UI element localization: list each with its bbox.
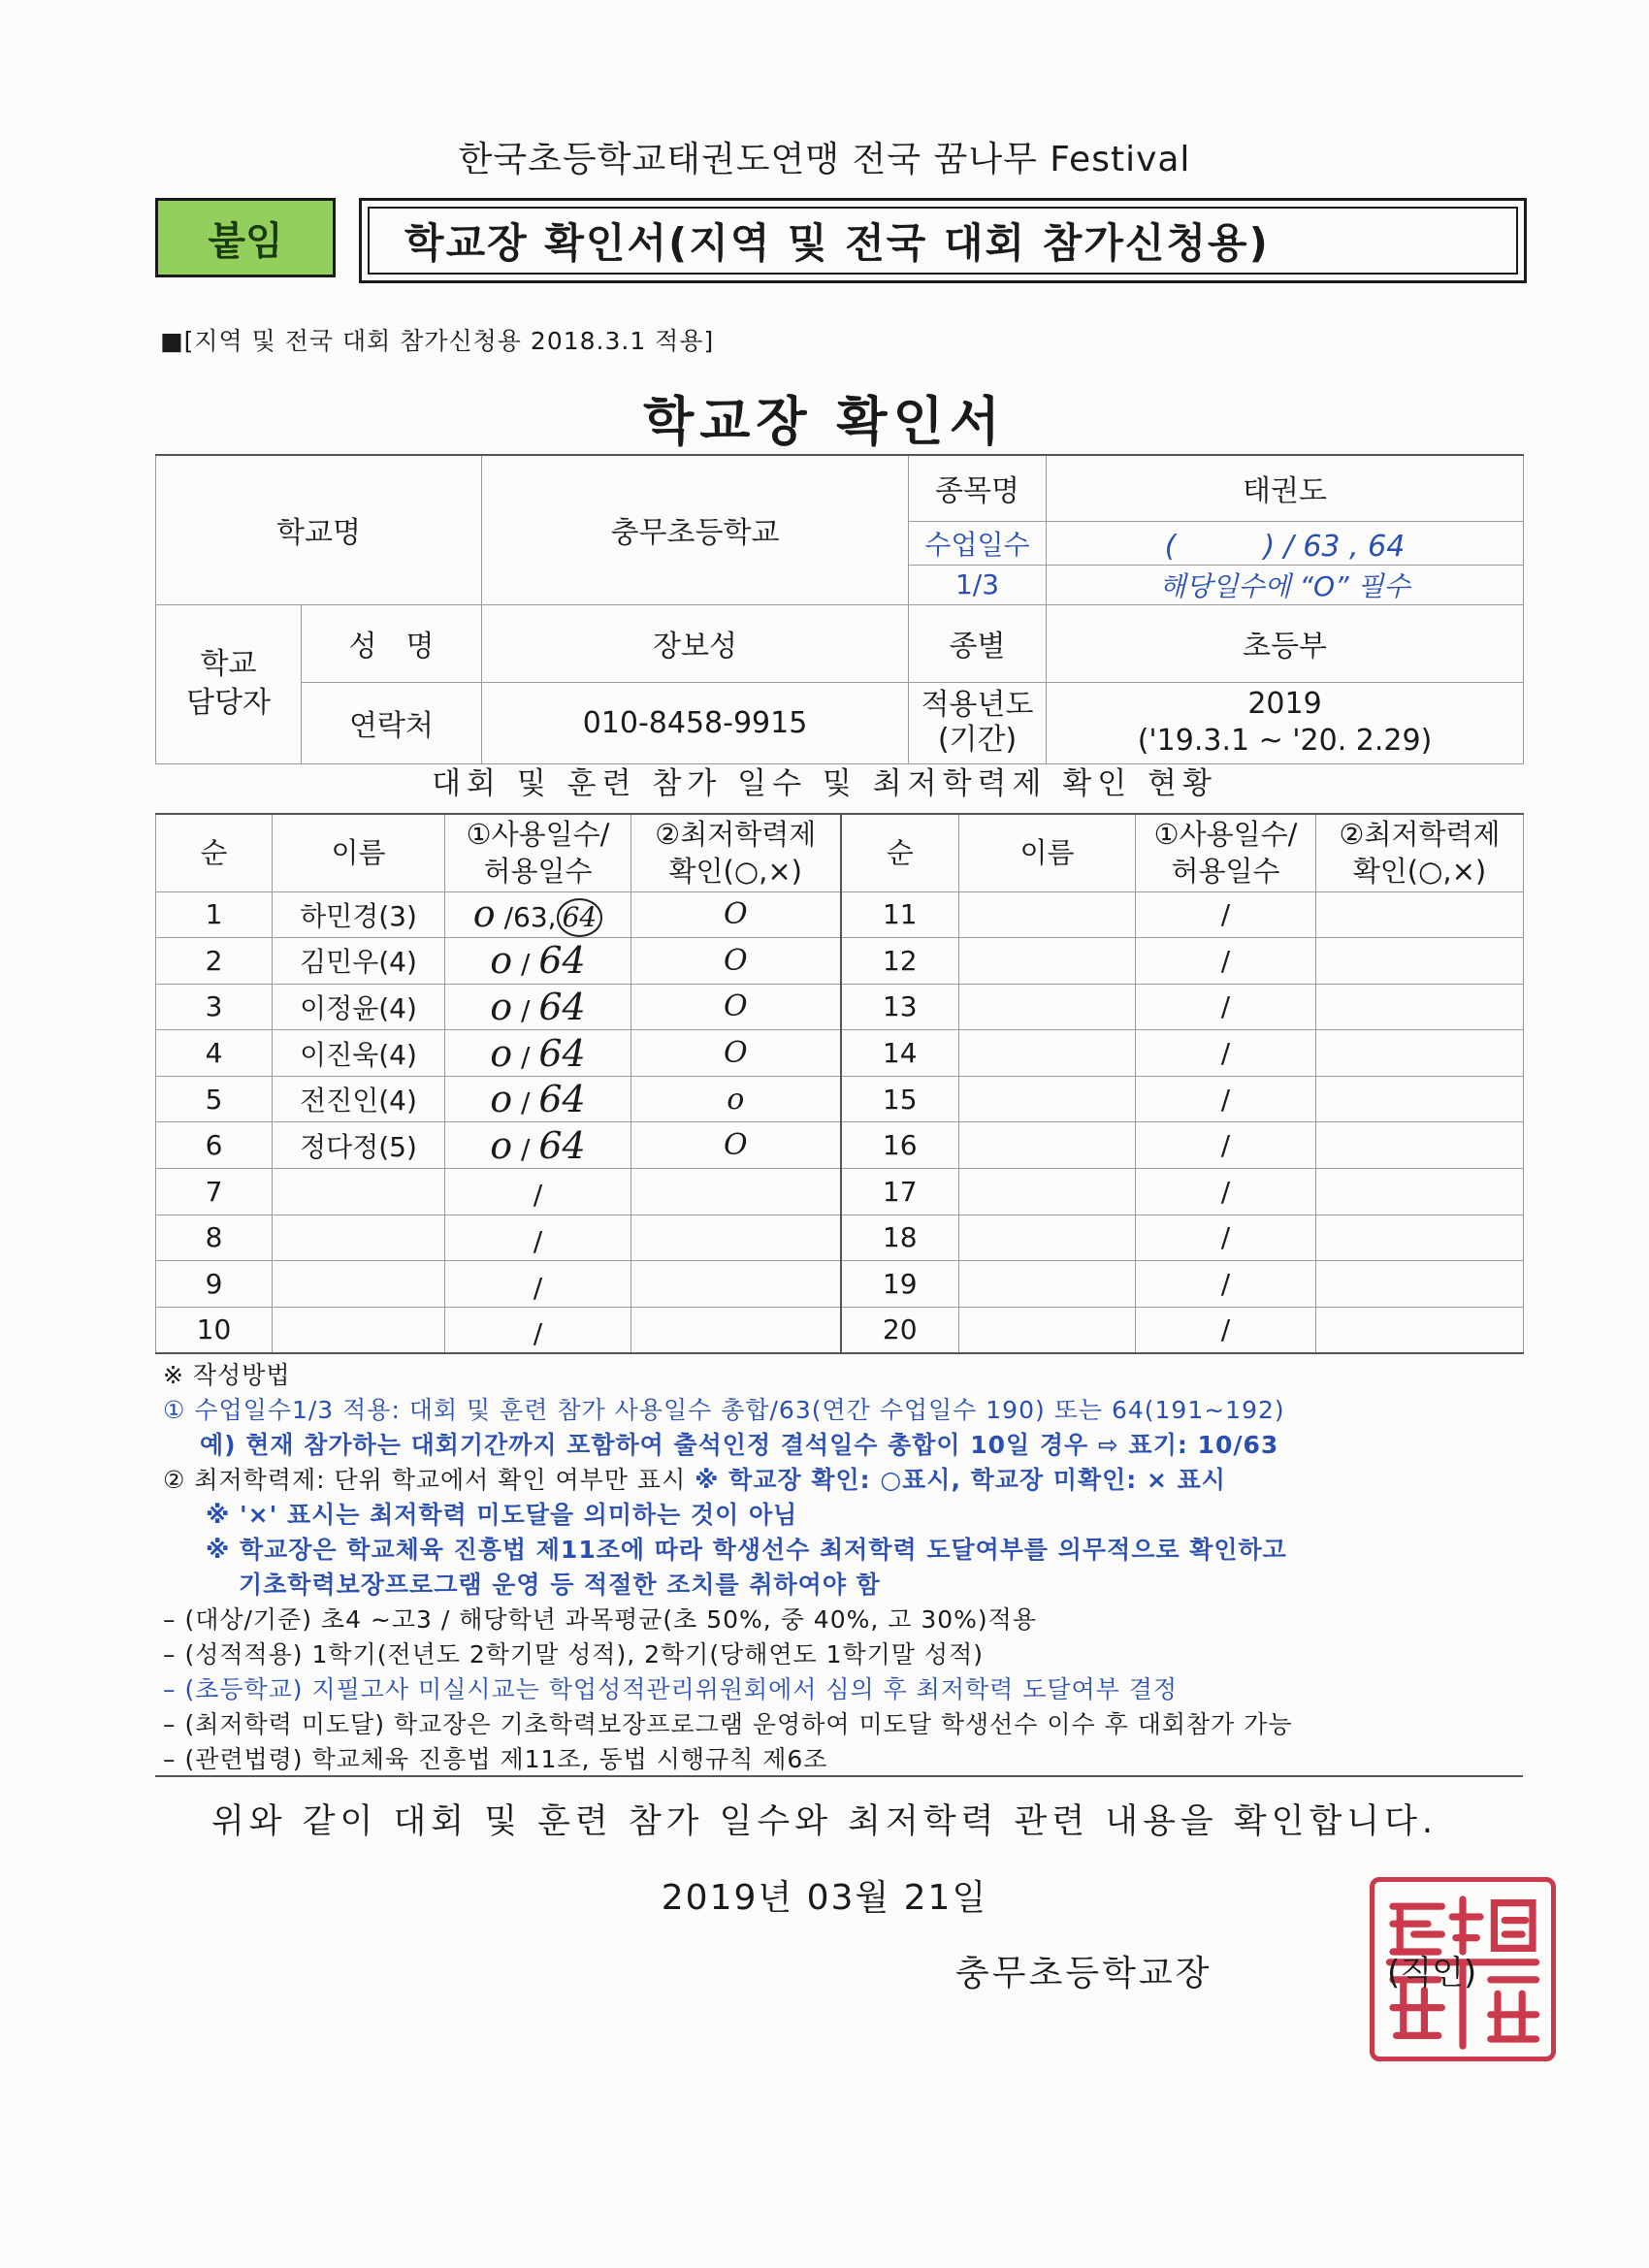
table-row (156, 1030, 1524, 1077)
seal-label: (직인) (1387, 1954, 1477, 1993)
row-confirm-right (1316, 1122, 1524, 1169)
row-confirm-right (1316, 1307, 1524, 1353)
row-seq: 6 (156, 1122, 273, 1169)
event-value: 태권도 (1047, 455, 1524, 521)
row-days-separator: / (512, 993, 539, 1026)
row-name-right (959, 1122, 1136, 1169)
header-days-b: 허용일수 (483, 855, 593, 889)
row-days-right: / (1136, 1030, 1316, 1077)
school-name-value: 충무초등학교 (482, 455, 909, 604)
row-days-separator: / (533, 1271, 543, 1304)
instruction-item2-d: ※ 학교장은 학교체육 진흥법 제11조에 따라 학생선수 최저학력 도달여부를 의무적으로 확인하고 (206, 1536, 1287, 1564)
row-name-right (959, 938, 1136, 985)
row-confirm-right (1316, 1030, 1524, 1077)
school-name-label: 학교명 (156, 455, 482, 604)
header-days-right (1136, 814, 1316, 891)
row-days-right: / (1136, 1261, 1316, 1308)
row-confirm (631, 1307, 841, 1353)
instruction-item2-b: ※ 학교장 확인: ○표시, 학교장 미확인: × 표시 (695, 1466, 1226, 1494)
row-allowed-days: 64 (538, 985, 586, 1028)
row-days-separator: / (512, 1040, 539, 1073)
header-confirm-a: ②최저학력제 (655, 818, 817, 852)
row-days (445, 1169, 631, 1215)
row-used-days: o (490, 1078, 513, 1121)
table-row (156, 1215, 1524, 1261)
row-confirm (631, 1261, 841, 1308)
row-days (445, 1076, 631, 1122)
row-name-right (959, 891, 1136, 938)
row-allowed-days: 64 (557, 898, 603, 937)
row-days-right: / (1136, 1307, 1316, 1353)
row-used-days: o (490, 985, 513, 1028)
row-seq: 10 (156, 1307, 273, 1353)
document-heading: 학교장 확인서(지역 및 전국 대회 참가신청용) (368, 207, 1518, 275)
row-name: 하민경(3) (273, 891, 445, 938)
row-name-right (959, 1307, 1136, 1353)
row-confirm-right (1316, 1215, 1524, 1261)
school-info-table (155, 454, 1524, 764)
header-days (445, 814, 631, 891)
row-seq-right: 12 (841, 938, 959, 985)
row-confirm (631, 1215, 841, 1261)
instruction-item2-c: ※ '×' 표시는 최저학력 미도달을 의미하는 것이 아님 (206, 1501, 798, 1529)
division-value: 초등부 (1047, 604, 1524, 682)
attachment-tag: 붙임 (155, 198, 336, 277)
row-confirm-right (1316, 938, 1524, 985)
section-title: 대회 및 훈련 참가 일수 및 최저학력제 확인 현황 (432, 766, 1217, 801)
row-name-right (959, 1261, 1136, 1308)
header-days-a: ①사용일수/ (466, 818, 610, 852)
row-seq-right: 14 (841, 1030, 959, 1077)
row-confirm: O (631, 1030, 841, 1077)
row-seq: 4 (156, 1030, 273, 1077)
row-seq: 1 (156, 891, 273, 938)
table-row (156, 1307, 1524, 1353)
class-days-note: 해당일수에 “O” 필수 (1047, 565, 1524, 604)
row-allowed-days: 64 (538, 1123, 586, 1167)
row-days-right: / (1136, 1076, 1316, 1122)
row-days (445, 1122, 631, 1169)
confirmation-statement: 위와 같이 대회 및 훈련 참가 일수와 최저학력 관련 내용을 확인합니다. (210, 1802, 1439, 1841)
instruction-dash3: – (초등학교) 지필고사 미실시교는 학업성적관리위원회에서 심의 후 최저학력 도달여부 결정 (163, 1675, 1179, 1703)
row-name-right (959, 984, 1136, 1030)
row-days-separator: / (512, 1132, 539, 1165)
row-seq: 8 (156, 1215, 273, 1261)
instructions (163, 1358, 1521, 1777)
row-days (445, 1215, 631, 1261)
divider (155, 1775, 1523, 1777)
document-title: 학교장 확인서 (643, 391, 1006, 452)
row-used-days: o (490, 1123, 513, 1167)
row-allowed-days: 64 (538, 1031, 586, 1075)
table-row (156, 984, 1524, 1030)
header-seq: 순 (156, 814, 273, 891)
row-days (445, 1307, 631, 1353)
row-name-right (959, 1076, 1136, 1122)
row-seq-right: 20 (841, 1307, 959, 1353)
row-name (273, 1307, 445, 1353)
participation-table (155, 813, 1524, 1354)
row-confirm-right (1316, 1076, 1524, 1122)
header-name-right: 이름 (959, 814, 1136, 891)
manager-name-value: 장보성 (482, 604, 909, 682)
row-used-days: o (490, 939, 513, 983)
year-value-a: 2019 (1247, 687, 1322, 721)
row-days-right: / (1136, 1122, 1316, 1169)
row-confirm-right (1316, 1261, 1524, 1308)
instruction-dash4: – (최저학력 미도달) 학교장은 기초학력보장프로그램 운영하여 미도달 학생선수 이수 후 대회참가 가능 (163, 1710, 1293, 1738)
row-days (445, 1261, 631, 1308)
row-seq-right: 19 (841, 1261, 959, 1308)
row-seq: 3 (156, 984, 273, 1030)
year-value-b: ('19.3.1 ~ '20. 2.29) (1137, 724, 1433, 758)
row-days-separator: / (533, 1179, 543, 1212)
row-allowed-days: 64 (538, 1078, 586, 1121)
class-days-value: ( ) / 63 , 64 (1047, 521, 1524, 565)
row-seq-right: 11 (841, 891, 959, 938)
instruction-item2-e: 기초학력보장프로그램 운영 등 적절한 조치를 취하여야 함 (239, 1571, 881, 1599)
header-confirm-b: 확인(○,×) (668, 855, 802, 889)
instruction-item2-a: ② 최저학력제: 단위 학교에서 확인 여부만 표시 (163, 1466, 687, 1494)
row-name (273, 1261, 445, 1308)
row-used-days: o (472, 891, 496, 935)
header-confirm-right (1316, 814, 1524, 891)
table-row (156, 1076, 1524, 1122)
row-confirm: o (631, 1076, 841, 1122)
row-name: 전진인(4) (273, 1076, 445, 1122)
manager-label: 학교 담당자 (156, 604, 302, 763)
principal-signature: 충무초등학교장 (955, 1954, 1212, 1993)
row-days-right: / (1136, 1169, 1316, 1215)
instruction-dash5: – (관련법령) 학교체육 진흥법 제11조, 동법 시행규칙 제6조 (163, 1745, 828, 1773)
row-days (445, 938, 631, 985)
row-seq: 5 (156, 1076, 273, 1122)
table-row (156, 1122, 1524, 1169)
header-confirm-right-b: 확인(○,×) (1352, 855, 1487, 889)
instructions-heading: ※ 작성방법 (163, 1361, 291, 1389)
header-days-right-b: 허용일수 (1171, 855, 1280, 889)
row-confirm: O (631, 938, 841, 985)
row-confirm-right (1316, 1169, 1524, 1215)
row-name: 이정윤(4) (273, 984, 445, 1030)
row-used-days: o (490, 1031, 513, 1075)
row-days-right: / (1136, 891, 1316, 938)
instruction-dash1: – (대상/기준) 초4 ~고3 / 해당학년 과목평균(초 50%, 중 40%, 고 30%)적용 (163, 1605, 1037, 1634)
row-confirm: O (631, 984, 841, 1030)
row-seq: 9 (156, 1261, 273, 1308)
row-allowed-days: 64 (538, 939, 586, 983)
row-seq-right: 17 (841, 1169, 959, 1215)
instruction-item1-a: ① 수업일수1/3 적용: 대회 및 훈련 참가 사용일수 총합/63(연간 수업일수 190) 또는 64(191~192) (163, 1396, 1285, 1424)
row-confirm: O (631, 891, 841, 938)
event-label: 종목명 (909, 455, 1047, 521)
row-name-right (959, 1030, 1136, 1077)
class-days-fraction: 1/3 (909, 565, 1047, 604)
row-days-right: / (1136, 984, 1316, 1030)
row-seq-right: 16 (841, 1122, 959, 1169)
row-name (273, 1169, 445, 1215)
row-days-separator: / (533, 1316, 543, 1349)
header-seq-right: 순 (841, 814, 959, 891)
contact-value: 010-8458-9915 (482, 682, 909, 763)
year-label-a: 적용년도 (921, 688, 1034, 722)
table-row (156, 891, 1524, 938)
header-confirm (631, 814, 841, 891)
row-seq-right: 18 (841, 1215, 959, 1261)
festival-title: 한국초등학교태권도연맹 전국 꿈나무 Festival (458, 140, 1191, 179)
year-label (909, 682, 1047, 763)
row-days (445, 984, 631, 1030)
division-label: 종별 (909, 604, 1047, 682)
header-days-right-a: ①사용일수/ (1153, 818, 1298, 852)
header-confirm-right-a: ②최저학력제 (1339, 818, 1501, 852)
document-heading-box (359, 198, 1527, 283)
row-confirm: O (631, 1122, 841, 1169)
row-seq: 2 (156, 938, 273, 985)
row-name: 정다정(5) (273, 1122, 445, 1169)
instruction-item1-b: 예) 현재 참가하는 대회기간까지 포함하여 출석인정 결석일수 총합이 10일 경우 ⇨ 표기: 10/63 (200, 1431, 1279, 1459)
row-confirm-right (1316, 891, 1524, 938)
row-days-right: / (1136, 1215, 1316, 1261)
table-row (156, 1261, 1524, 1308)
row-name-right (959, 1215, 1136, 1261)
header-name: 이름 (273, 814, 445, 891)
row-name-right (959, 1169, 1136, 1215)
row-name: 이진욱(4) (273, 1030, 445, 1077)
application-note: ■[지역 및 전국 대회 참가신청용 2018.3.1 적용] (160, 327, 715, 355)
row-seq: 7 (156, 1169, 273, 1215)
table-row (156, 938, 1524, 985)
row-days-separator: / (533, 1224, 543, 1257)
instruction-item2-a-line (163, 1463, 1521, 1498)
manager-name-label: 성 명 (302, 604, 482, 682)
row-days-separator: / (512, 1086, 539, 1119)
row-days-separator: / (512, 948, 539, 981)
row-name (273, 1215, 445, 1261)
row-seq-right: 13 (841, 984, 959, 1030)
row-days-separator: /63, (495, 900, 557, 933)
document-date: 2019년 03월 21일 (661, 1878, 988, 1918)
contact-label: 연락처 (302, 682, 482, 763)
table-row (156, 1169, 1524, 1215)
row-confirm-right (1316, 984, 1524, 1030)
instruction-dash2: – (성적적용) 1학기(전년도 2학기말 성적), 2학기(당해연도 1학기말 성적) (163, 1640, 984, 1669)
row-days (445, 1030, 631, 1077)
row-days-right: / (1136, 938, 1316, 985)
row-seq-right: 15 (841, 1076, 959, 1122)
row-confirm (631, 1169, 841, 1215)
row-days (445, 891, 631, 938)
year-label-b: (기간) (937, 723, 1018, 757)
class-days-label: 수업일수 (909, 521, 1047, 565)
row-name: 김민우(4) (273, 938, 445, 985)
year-value (1047, 682, 1524, 763)
